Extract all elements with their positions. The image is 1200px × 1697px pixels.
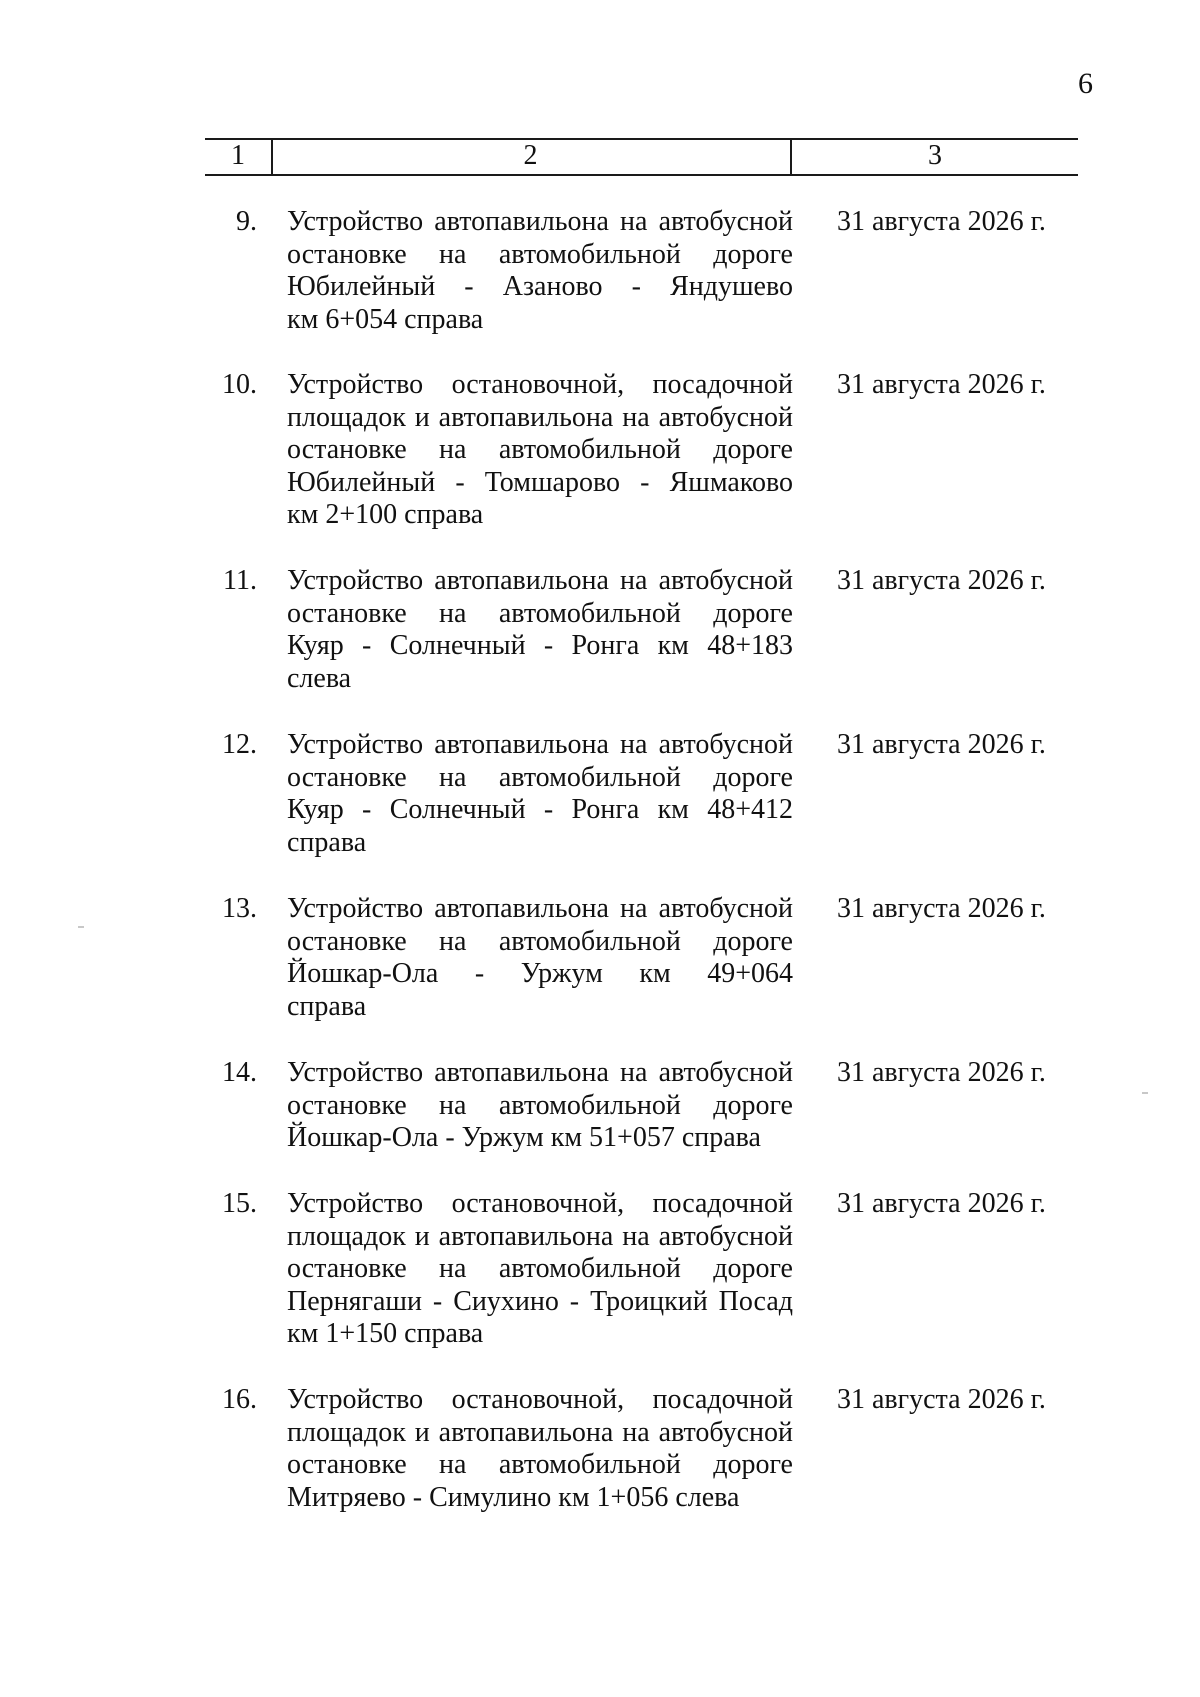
column-header-2: 2 — [271, 140, 792, 174]
description-line: Йошкар-Ола - Уржум км 49+064 — [287, 958, 793, 989]
row-deadline: 31 августа 2026 г. — [837, 369, 1046, 400]
row-description — [287, 1188, 793, 1351]
description-line: площадок и автопавильона на автобусной — [287, 401, 793, 433]
description-line: Йошкар-Ола - Уржум км 51+057 справа — [287, 1122, 761, 1153]
row-description — [287, 1384, 793, 1514]
table-row — [205, 1384, 1078, 1514]
table-row — [205, 369, 1078, 532]
description-line: остановке на автомобильной дороге — [287, 434, 793, 465]
description-line: остановке на автомобильной дороге — [287, 597, 793, 629]
row-number: 11. — [223, 565, 257, 596]
row-deadline: 31 августа 2026 г. — [837, 1188, 1046, 1219]
description-line: км 6+054 справа — [287, 303, 484, 335]
row-number: 13. — [222, 893, 257, 924]
description-line: Устройство автопавильона на автобусной — [287, 206, 793, 237]
row-description — [287, 206, 793, 336]
row-description — [287, 1057, 793, 1155]
row-deadline: 31 августа 2026 г. — [837, 206, 1046, 237]
column-header-1: 1 — [205, 140, 273, 174]
table-row — [205, 1057, 1078, 1155]
row-number: 16. — [222, 1384, 257, 1415]
table-header — [205, 138, 1078, 176]
table-row — [205, 206, 1078, 336]
description-line: площадок и автопавильона на автобусной — [287, 1416, 793, 1448]
table-row — [205, 565, 1078, 695]
column-header-3: 3 — [928, 140, 942, 171]
row-description — [287, 565, 793, 695]
row-deadline: 31 августа 2026 г. — [837, 1057, 1046, 1088]
table-row — [205, 893, 1078, 1023]
description-line: Юбилейный - Азаново - Яндушево — [287, 271, 793, 302]
row-description — [287, 893, 793, 1023]
description-line: остановке на автомобильной дороге — [287, 1253, 793, 1284]
row-deadline: 31 августа 2026 г. — [837, 1384, 1046, 1415]
row-description — [287, 729, 793, 859]
description-line: справа — [287, 990, 367, 1022]
description-line: Пернягаши - Сиухино - Троицкий Посад — [287, 1285, 793, 1317]
description-line: площадок и автопавильона на автобусной — [287, 1220, 793, 1252]
description-line: Устройство остановочной, посадочной — [287, 1384, 793, 1415]
description-line: Юбилейный - Томшарово - Яшмаково — [287, 466, 793, 498]
description-line: Устройство автопавильона на автобусной — [287, 1057, 793, 1088]
description-line: остановке на автомобильной дороге — [287, 761, 793, 793]
row-deadline: 31 августа 2026 г. — [837, 729, 1046, 760]
description-line: остановке на автомобильной дороге — [287, 1089, 793, 1121]
description-line: км 2+100 справа — [287, 499, 484, 530]
description-line: остановке на автомобильной дороге — [287, 1449, 793, 1480]
row-number: 9. — [236, 206, 257, 237]
description-line: справа — [287, 826, 367, 858]
row-number: 14. — [222, 1057, 257, 1088]
row-number: 10. — [222, 369, 257, 400]
row-deadline: 31 августа 2026 г. — [837, 893, 1046, 924]
description-line: Устройство автопавильона на автобусной — [287, 565, 793, 596]
description-line: км 1+150 справа — [287, 1318, 484, 1349]
description-line: остановке на автомобильной дороге — [287, 925, 793, 957]
scan-speck — [1142, 1092, 1148, 1094]
description-line: Устройство автопавильона на автобусной — [287, 893, 793, 924]
row-deadline: 31 августа 2026 г. — [837, 565, 1046, 596]
description-line: Куяр - Солнечный - Ронга км 48+183 — [287, 630, 793, 661]
description-line: Митряево - Симулино км 1+056 слева — [287, 1481, 740, 1513]
row-number: 15. — [222, 1188, 257, 1219]
row-number: 12. — [222, 729, 257, 760]
description-line: Устройство остановочной, посадочной — [287, 1188, 793, 1219]
table-row — [205, 1188, 1078, 1351]
row-description — [287, 369, 793, 532]
description-line: остановке на автомобильной дороге — [287, 238, 793, 270]
description-line: Устройство остановочной, посадочной — [287, 369, 793, 400]
page-number: 6 — [1078, 67, 1093, 100]
description-line: Куяр - Солнечный - Ронга км 48+412 — [287, 794, 793, 825]
table-row — [205, 729, 1078, 859]
description-line: Устройство автопавильона на автобусной — [287, 729, 793, 760]
description-line: слева — [287, 662, 352, 694]
scan-speck — [78, 926, 84, 928]
